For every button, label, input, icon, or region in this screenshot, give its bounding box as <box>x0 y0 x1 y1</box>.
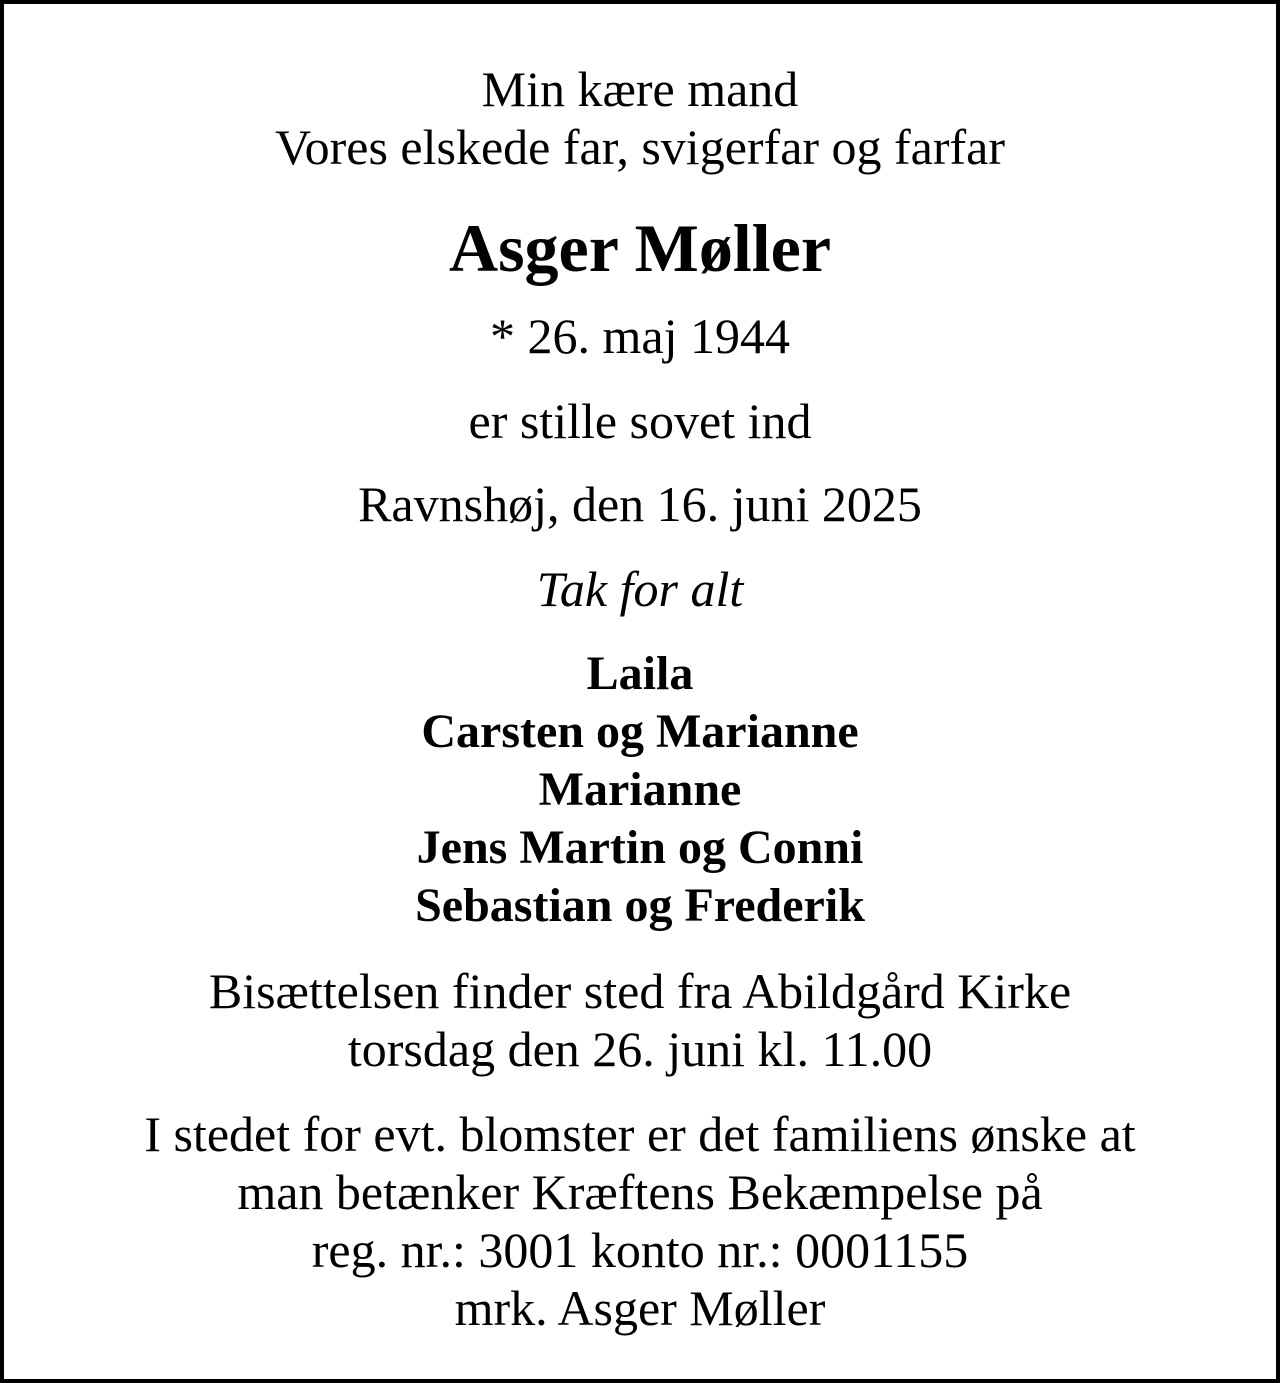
intro-line-2: Vores elskede far, svigerfar og farfar <box>274 119 1006 175</box>
ceremony-line-1: Bisættelsen finder sted fra Abildgård Kirke <box>208 963 1072 1019</box>
family-member-3: Marianne <box>538 763 742 816</box>
donation-line-2: man betænker Kræftens Bekæmpelse på <box>237 1164 1043 1220</box>
donation-line-1: I stedet for evt. blomster er det familiens ønske at <box>144 1106 1136 1162</box>
family-member-1: Laila <box>586 647 694 700</box>
place-and-date: Ravnshøj, den 16. juni 2025 <box>358 476 922 532</box>
intro-line-1: Min kære mand <box>481 61 799 117</box>
ceremony-line-2: torsdag den 26. juni kl. 11.00 <box>347 1021 933 1077</box>
passed-text: er stille sovet ind <box>468 393 812 449</box>
donation-line-3: reg. nr.: 3001 konto nr.: 0001155 <box>311 1222 969 1278</box>
family-member-4: Jens Martin og Conni <box>416 821 864 874</box>
family-member-5: Sebastian og Frederik <box>415 879 865 932</box>
thanks-text: Tak for alt <box>536 561 744 617</box>
family-member-2: Carsten og Marianne <box>421 705 859 758</box>
birth-date: * 26. maj 1944 <box>490 308 790 364</box>
donation-line-4: mrk. Asger Møller <box>454 1280 826 1336</box>
deceased-name: Asger Møller <box>448 210 832 286</box>
